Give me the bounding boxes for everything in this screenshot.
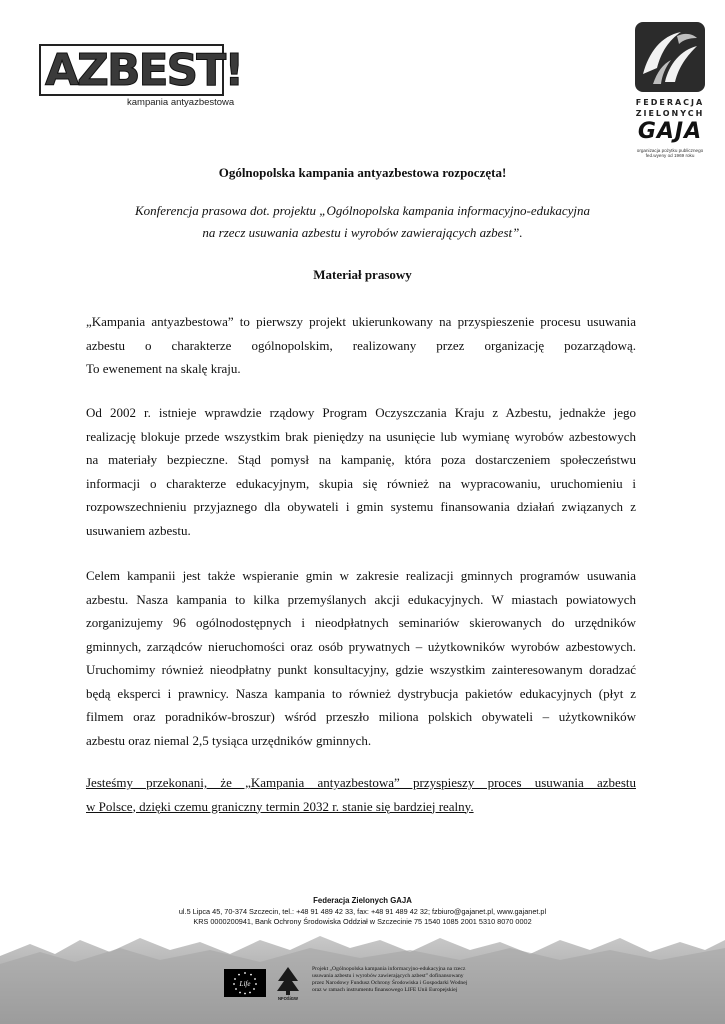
gaja-logo-name: GAJA <box>637 119 703 144</box>
footer-address: ul.5 Lipca 45, 70-374 Szczecin, tel.: +48 91 489 42 33, fax: +48 91 489 42 32; fzbiuro@gajanet.pl, www.gajanet.pl <box>178 907 547 916</box>
paragraph-line: rozpowszechnieniu przyjaznego dla obywateli i gmin systemu finansowania działań związanych z <box>86 499 636 514</box>
paragraph-line: filmem oraz poradników-broszur) wśród przeszło miliona polskich obywateli – użytkowników <box>86 709 636 724</box>
azbest-logo <box>39 44 243 111</box>
material-heading: Materiał prasowy <box>313 267 412 282</box>
paragraph-line: azbestu. Nasza kampania to kilka przemyślanych akcji edukacyjnych. W miastach powiatowych <box>86 591 636 607</box>
paragraph-line: realizację blokuje przede wszystkim brak pieniędzy na usunięcie lub wymianę wyrobów azbestowych <box>86 428 636 444</box>
project-funding-note <box>312 966 512 994</box>
gaja-logo-tagline <box>632 148 708 159</box>
paragraph-line: będą eksperci i prawnicy. Nasza kampania to również dystrybucja pakietów edukacyjnych (płyt z <box>86 685 636 701</box>
paragraph-line: azbestu o charakterze ogólnopolskim, realizowany przez organizację pozarządową. <box>86 337 636 353</box>
paragraph-line: Od 2002 r. istnieje wprawdzie rządowy Program Oczyszczania Kraju z Azbestu, jednakże jego <box>86 405 636 420</box>
gaja-logo-line-2: ZIELONYCH <box>635 109 705 118</box>
eu-life-logo <box>224 969 266 997</box>
closing-line: w Polsce, dzięki czemu graniczny termin 2032 r. stanie się bardziej realny. <box>86 798 474 814</box>
eu-flag-icon <box>224 969 266 997</box>
gaja-logo-line-1: FEDERACJA <box>635 98 705 107</box>
gaja-leaf-icon <box>635 22 705 92</box>
azbest-logo-frame <box>39 44 243 96</box>
nfosigw-logo-text: NFOŚiGW <box>277 996 299 1001</box>
paragraph-line: To ewenement na skalę kraju. <box>86 361 241 376</box>
page-title: Ogólnopolska kampania antyazbestowa rozpoczęta! <box>218 165 507 180</box>
gaja-logo <box>632 22 708 168</box>
project-note-line: przez Narodowy Fundusz Ochrony Środowiska i Gospodarki Wodnej <box>312 979 468 986</box>
closing-line: Jesteśmy przekonani, że „Kampania antyazbestowa” przyspieszy proces usuwania azbestu <box>86 775 636 790</box>
project-note-line: usuwania azbestu i wyrobów zawierających azbest” dofinansowany <box>312 972 464 979</box>
gaja-tagline-1: organizacja pożytku publicznego <box>636 148 704 153</box>
project-note-line: oraz w ramach instrumentu finansowego LIFE Unii Europejskiej <box>312 986 458 993</box>
gaja-tagline-2: fed.wyeny od 1969 roku <box>645 153 695 159</box>
project-note-line: Projekt „Ogólnopolska kampania informacyjno-edukacyjna na rzecz <box>312 966 466 972</box>
subtitle-line-2: na rzecz usuwania azbestu i wyrobów zawierających azbest”. <box>202 225 523 240</box>
paragraph-2 <box>86 401 636 542</box>
paragraph-line: zorganizujemy 96 ogólnodostępnych i nieodpłatnych seminariów skierowanych do urzędników <box>86 615 636 630</box>
azbest-logo-wordmark: AZBEST! <box>45 45 243 96</box>
footer-org-name: Federacja Zielonych GAJA <box>313 896 412 905</box>
paragraph-line: azbestu oraz niemal 2,5 tysiąca urzędników gminnych. <box>86 732 372 748</box>
paragraph-line: informacji o charakterze edukacyjnym, skupia się również na wypracowaniu, uruchomieniu i <box>86 475 636 491</box>
footer-bank: KRS 0000200941, Bank Ochrony Środowiska Oddział w Szczecinie 75 1540 1085 2001 5310 8070 0002 <box>193 917 532 926</box>
paragraph-line: gminnych, zarządców nieruchomości oraz osób prywatnych – użytkowników wyrobów azbestowych. <box>86 638 636 654</box>
nfosigw-tree-icon <box>274 965 302 1001</box>
subtitle-line-1: Konferencja prasowa dot. projektu „Ogólnopolska kampania informacyjno-edukacyjna <box>134 203 591 218</box>
paragraph-line: Celem kampanii jest także wspieranie gmin w zakresie realizacji gminnych programów usuwania <box>86 568 636 583</box>
subtitle <box>0 200 725 244</box>
paragraph-line: „Kampania antyazbestowa” to pierwszy projekt ukierunkowany na przyspieszenie procesu usuwania <box>86 314 636 329</box>
eu-logo-text: Life <box>239 980 251 988</box>
paragraph-line: na materiały bezpieczne. Stąd pomysł na kampanię, która poza dostarczeniem społeczeństwu <box>86 452 636 467</box>
closing-statement <box>86 771 636 818</box>
paragraph-line: usuwaniem azbestu. <box>86 522 191 538</box>
paragraph-3 <box>86 564 636 752</box>
azbest-logo-subtitle: kampania antyazbestowa <box>127 97 235 108</box>
paragraph-1 <box>86 310 636 381</box>
paragraph-line: Uruchomimy również nieodpłatny punkt konsultacyjny, gdzie wszystkim zainteresowanym doradzać <box>86 662 636 677</box>
nfosigw-logo <box>274 965 302 1001</box>
